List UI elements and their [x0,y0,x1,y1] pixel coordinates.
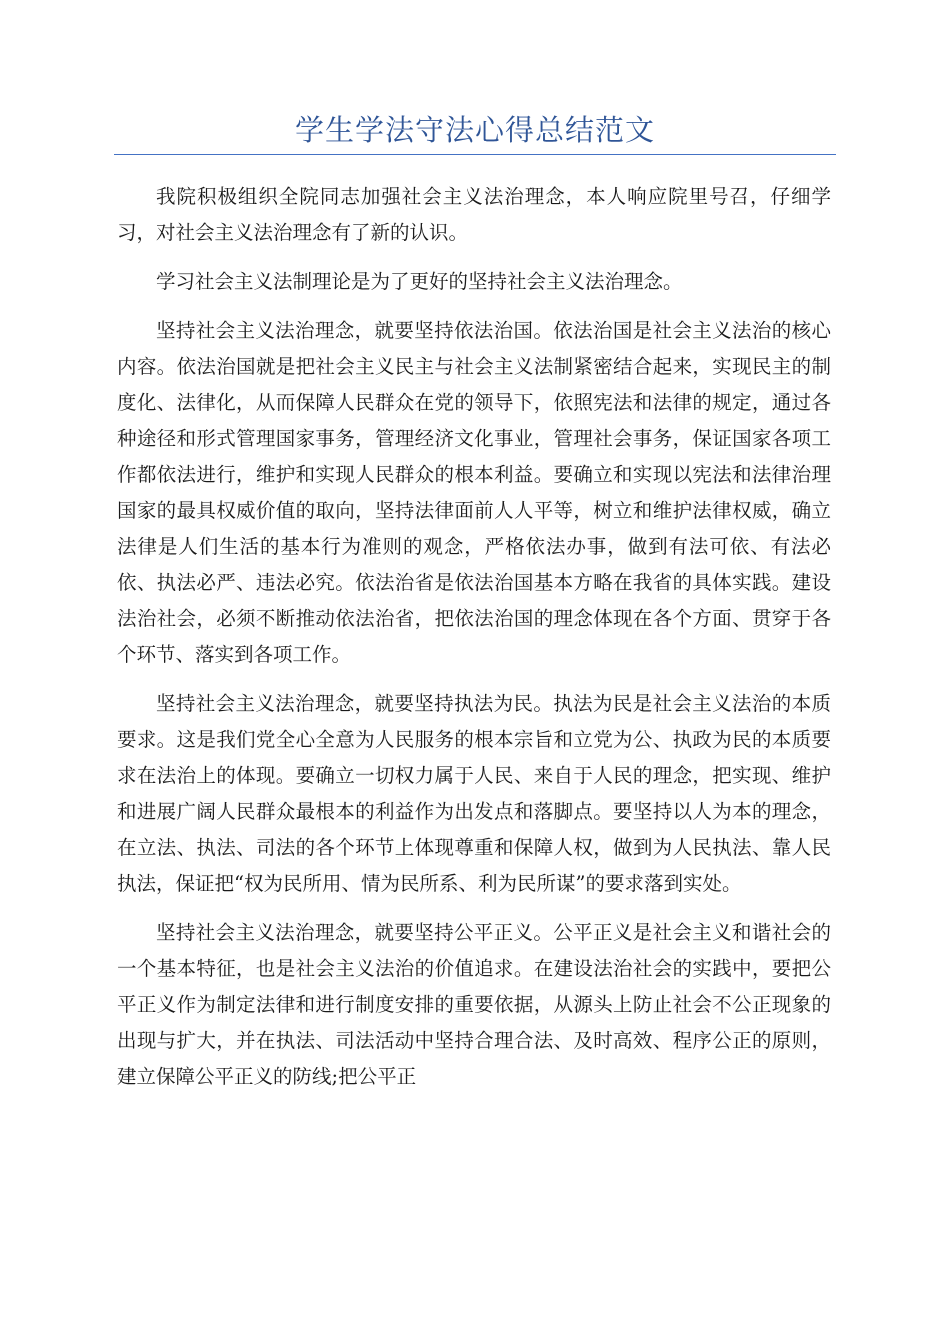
paragraph-5: 坚持社会主义法治理念，就要坚持公平正义。公平正义是社会主义和谐社会的一个基本特征，也是社会主义法治的价值追求。在建设法治社会的实践中，要把公平正义作为制定法律和进行制度安排的重要依据，从源头上防止社会不公正现象的出现与扩大，并在执法、司法活动中坚持合理合法、及时高效、程序公正的原则，建立保障公平正义的防线;把公平正 [117,921,831,1088]
title-underline [114,154,836,155]
paragraph-1: 我院积极组织全院同志加强社会主义法治理念，本人响应院里号召，仔细学习，对社会主义法治理念有了新的认识。 [117,185,831,244]
document-title: 学生学法守法心得总结范文 [294,113,655,147]
paragraph-2: 学习社会主义法制理论是为了更好的坚持社会主义法治理念。 [156,270,683,293]
document-body [117,179,831,1108]
paragraph-4: 坚持社会主义法治理念，就要坚持执法为民。执法为民是社会主义法治的本质要求。这是我们党全心全意为人民服务的根本宗旨和立党为公、执政为民的本质要求在法治上的体现。要确立一切权力属于人民、来自于人民的理念，把实现、维护和进展广阔人民群众最根本的利益作为出发点和落脚点。要坚持以人为本的理念，在立法、执法、司法的各个环节上体现尊重和保障人权，做到为人民执法、靠人民执法，保证把“权为民所用、情为民所系、利为民所谋”的要求落到实处。 [117,692,831,895]
paragraph-3: 坚持社会主义法治理念，就要坚持依法治国。依法治国是社会主义法治的核心内容。依法治国就是把社会主义民主与社会主义法制紧密结合起来，实现民主的制度化、法律化，从而保障人民群众在党的领导下，依照宪法和法律的规定，通过各种途径和形式管理国家事务，管理经济文化事业，管理社会事务，保证国家各项工作都依法进行，维护和实现人民群众的根本利益。要确立和实现以宪法和法律治理国家的最具权威价值的取向，坚持法律面前人人平等，树立和维护法律权威，确立法律是人们生活的基本行为准则的观念，严格依法办事，做到有法可依、有法必依、执法必严、违法必究。依法治省是依法治国基本方略在我省的具体实践。建设法治社会，必须不断推动依法治省，把依法治国的理念体现在各个方面、贯穿于各个环节、落实到各项工作。 [117,319,831,666]
